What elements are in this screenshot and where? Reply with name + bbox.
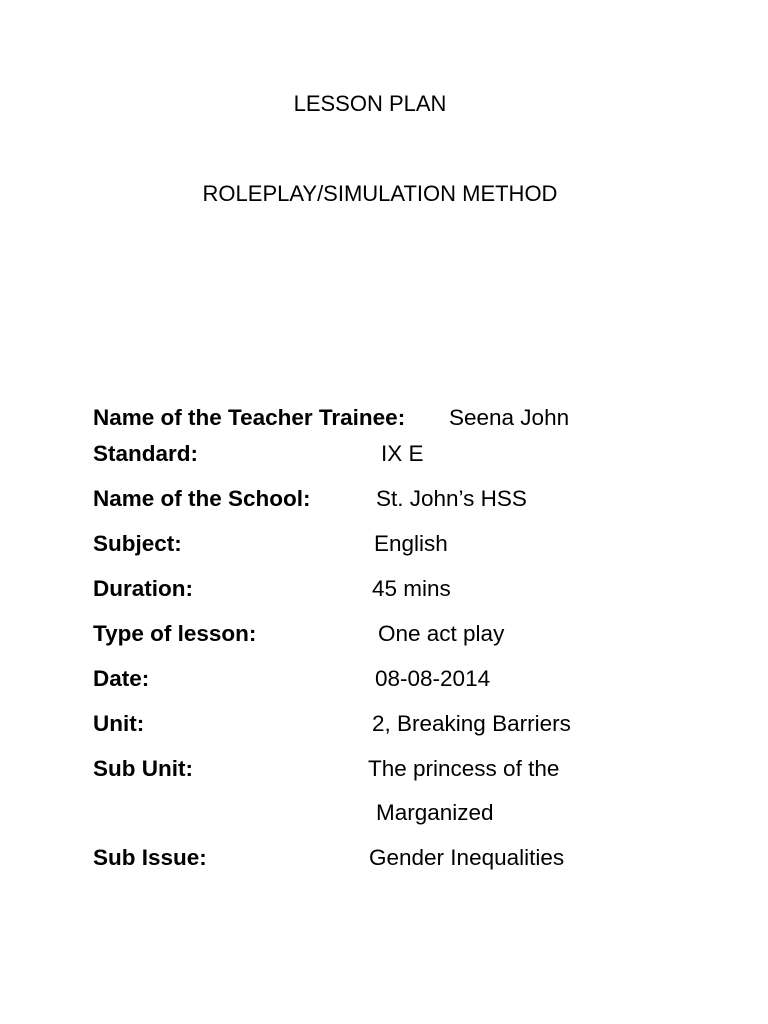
field-value-continued: Marganized (376, 800, 494, 825)
field-value: The princess of the (368, 756, 560, 781)
field-label: Sub Unit: (93, 756, 193, 781)
field-value: St. John’s HSS (376, 486, 527, 511)
field-value: 08-08-2014 (375, 666, 491, 691)
field-label: Date: (93, 666, 150, 691)
field-value: 45 mins (372, 576, 451, 601)
field-value: 2, Breaking Barriers (372, 711, 571, 736)
document-subtitle: ROLEPLAY/SIMULATION METHOD (202, 181, 558, 206)
document-title: LESSON PLAN (293, 91, 447, 116)
field-value: Seena John (449, 405, 570, 430)
field-label: Name of the School: (93, 486, 311, 511)
field-value: English (374, 531, 448, 556)
field-value: IX E (381, 441, 424, 466)
field-label: Sub Issue: (93, 845, 207, 870)
field-value: One act play (378, 621, 505, 646)
field-label: Name of the Teacher Trainee: (93, 405, 406, 430)
field-label: Type of lesson: (93, 621, 257, 646)
field-label: Duration: (93, 576, 193, 601)
field-label: Subject: (93, 531, 182, 556)
field-label: Standard: (93, 441, 199, 466)
field-label: Unit: (93, 711, 145, 736)
field-value: Gender Inequalities (369, 845, 565, 870)
